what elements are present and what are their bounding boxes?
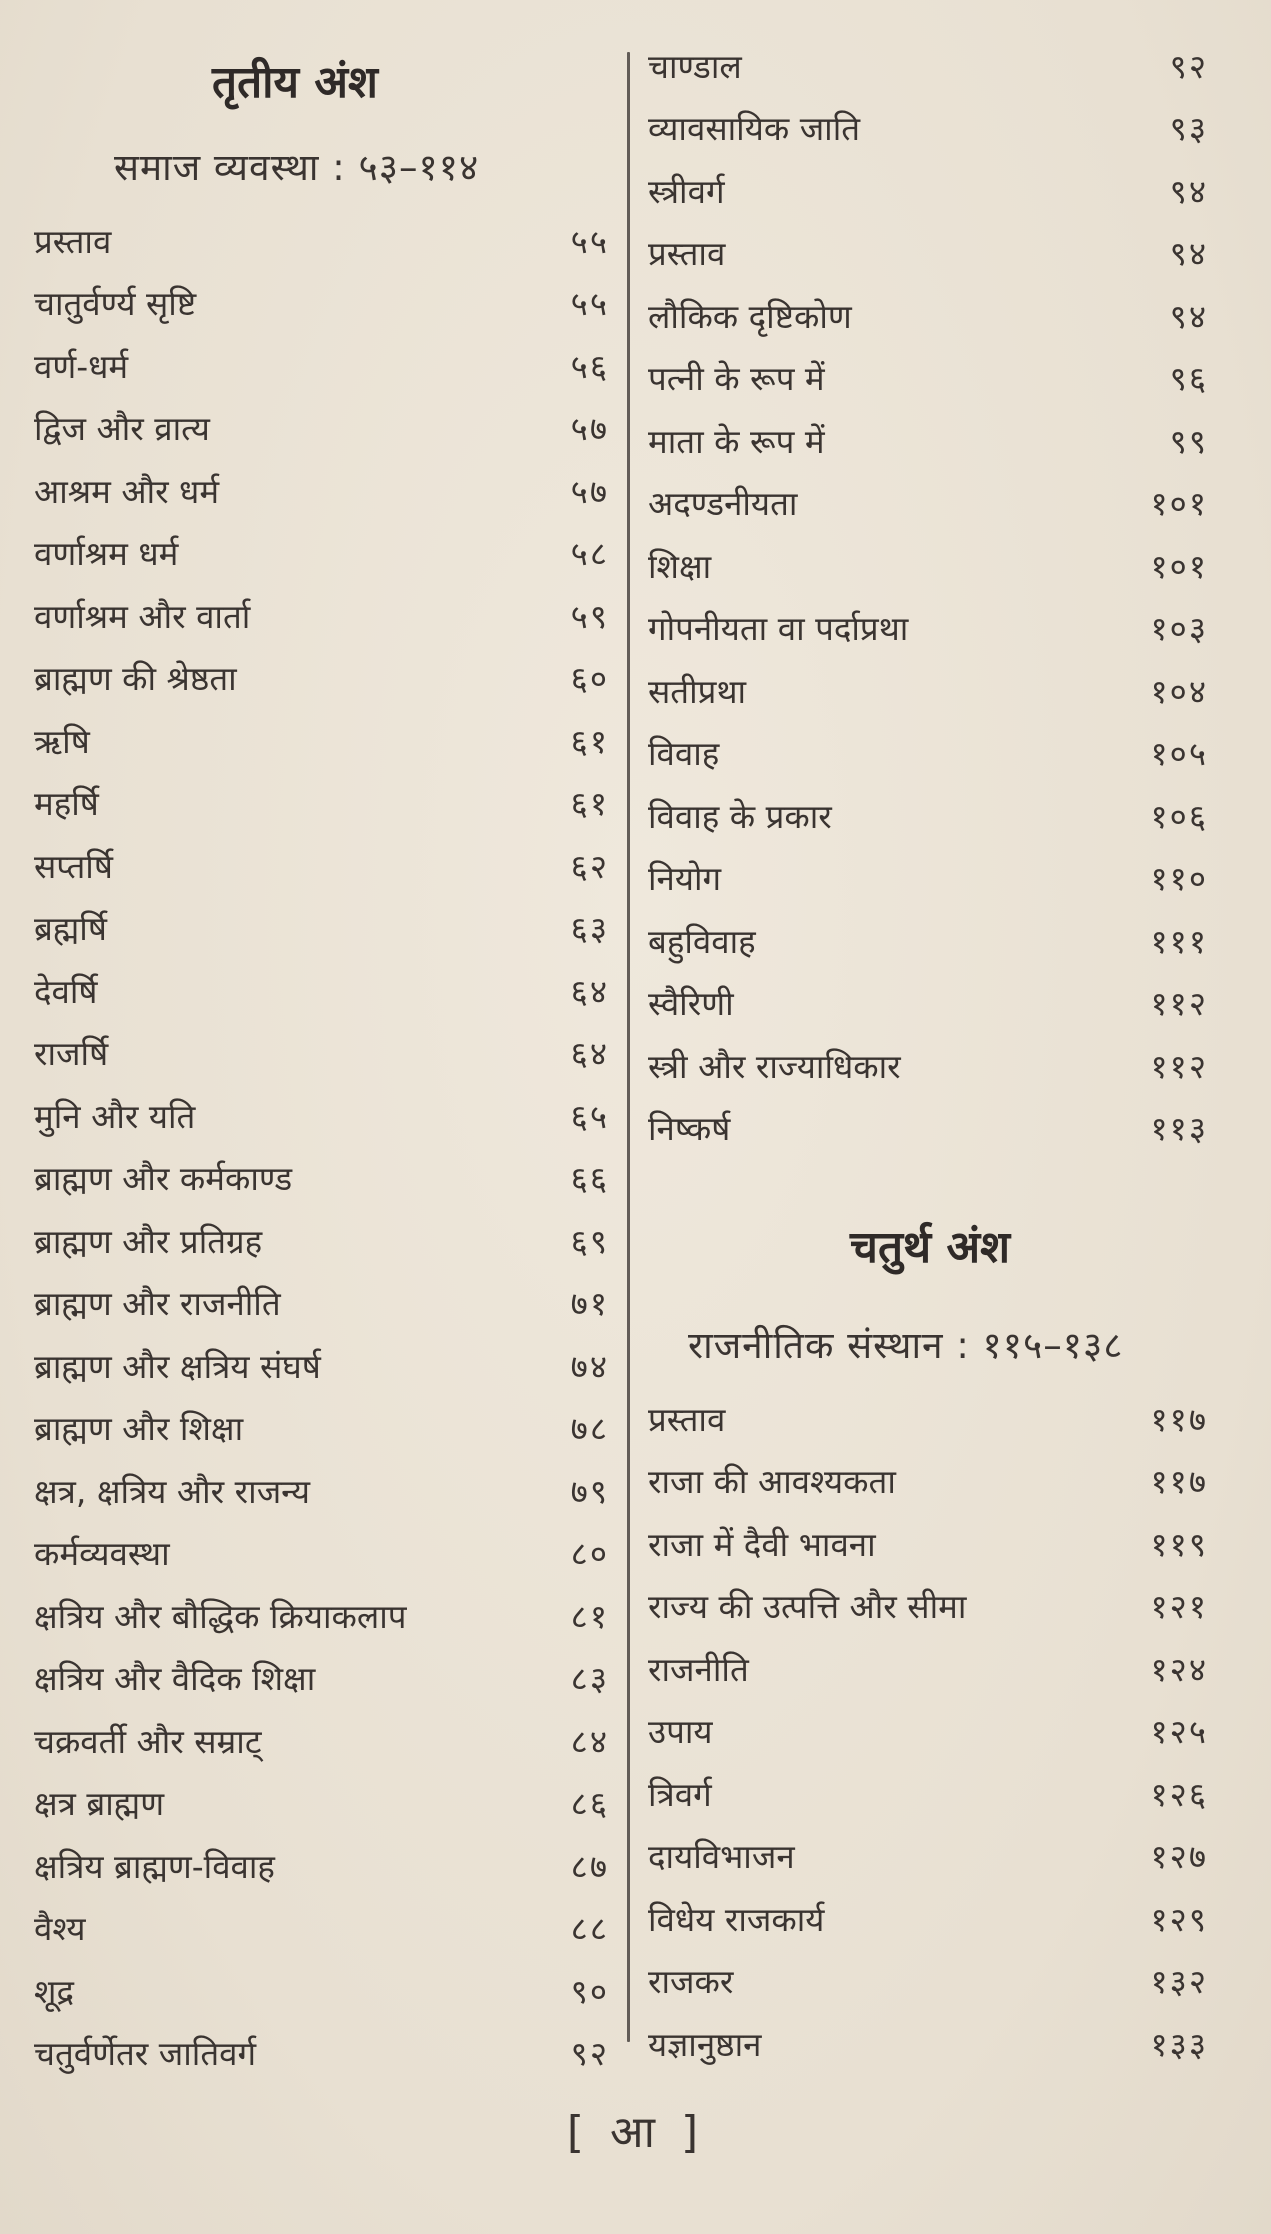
toc-entry xyxy=(34,403,609,453)
toc-entry xyxy=(648,1103,1208,1153)
toc-entry xyxy=(648,290,1208,340)
toc-entry-title: ऋषि xyxy=(34,721,90,761)
toc-entry xyxy=(648,1768,1208,1818)
page-marker: [ आ ] xyxy=(566,2107,705,2158)
toc-entry-page: ८४ xyxy=(570,1721,609,1761)
toc-entry-page: ९४ xyxy=(1169,234,1208,273)
toc-entry xyxy=(648,978,1208,1028)
toc-entry-page: १०१ xyxy=(1150,484,1208,523)
toc-entry xyxy=(34,1215,609,1265)
toc-entry xyxy=(648,228,1208,278)
toc-entry-title: क्षत्रिय और बौद्धिक क्रियाकलाप xyxy=(34,1596,407,1636)
toc-entry-page: १०३ xyxy=(1150,609,1208,648)
toc-entry-title: वर्ण-धर्म xyxy=(34,346,129,386)
toc-entry xyxy=(34,2028,609,2078)
toc-entry-page: ५७ xyxy=(570,409,609,448)
toc-entry xyxy=(648,165,1208,215)
toc-entry-title: ब्राह्मण और कर्मकाण्ड xyxy=(34,1159,293,1198)
toc-entry xyxy=(34,1028,609,1078)
toc-entry-page: ६१ xyxy=(570,784,609,823)
toc-entry-title: चातुर्वर्ण्य सृष्टि xyxy=(34,284,197,323)
toc-entry-page: ९० xyxy=(570,1971,609,2011)
toc-entry-title: मुनि और यति xyxy=(34,1096,196,1136)
toc-entry-title: प्रस्ताव xyxy=(648,1399,726,1439)
toc-entry-page: ८८ xyxy=(570,1909,609,1948)
toc-entry-title: कर्मव्यवस्था xyxy=(34,1534,170,1573)
toc-entry-title: माता के रूप में xyxy=(648,421,825,461)
toc-entry-title: ब्राह्मण और प्रतिग्रह xyxy=(34,1221,263,1261)
toc-entry-page: ११७ xyxy=(1150,1399,1208,1439)
toc-entry-title: दायविभाजन xyxy=(648,1837,795,1876)
toc-entry xyxy=(648,915,1208,965)
toc-entry-page: ५५ xyxy=(570,284,609,323)
toc-entry-page: ६२ xyxy=(570,846,609,886)
toc-entry xyxy=(34,1278,609,1328)
toc-entry-title: विवाह के प्रकार xyxy=(648,796,832,836)
toc-entry xyxy=(648,1581,1208,1631)
toc-entry xyxy=(34,1090,609,1140)
toc-entry-page: १११ xyxy=(1150,921,1208,961)
toc-entry-title: बहुविवाह xyxy=(648,921,756,961)
toc-entry xyxy=(34,1528,609,1578)
toc-entry-page: ११९ xyxy=(1150,1524,1208,1564)
section-title-political: राजनीतिक संस्थान : ११५–१३८ xyxy=(688,1324,1124,1367)
toc-entry-page: ६० xyxy=(570,659,609,698)
toc-entry-title: यज्ञानुष्ठान xyxy=(648,2024,762,2064)
toc-entry-page: ५९ xyxy=(570,596,609,636)
toc-entry xyxy=(34,590,609,640)
toc-entry-page: ७१ xyxy=(570,1284,609,1323)
toc-entry xyxy=(648,1393,1208,1443)
toc-entry-page: १२५ xyxy=(1150,1712,1208,1751)
toc-entry xyxy=(34,528,609,578)
toc-entry-title: क्षत्रिय ब्राह्मण-विवाह xyxy=(34,1846,275,1886)
toc-entry xyxy=(34,215,609,265)
toc-entry xyxy=(34,653,609,703)
toc-entry-page: ९३ xyxy=(1169,109,1208,148)
toc-entry-page: ६४ xyxy=(570,1034,609,1073)
toc-entry xyxy=(648,1831,1208,1881)
toc-entry xyxy=(34,1590,609,1640)
toc-entry-page: ७८ xyxy=(570,1409,609,1448)
toc-entry-title: आश्रम और धर्म xyxy=(34,471,220,511)
toc-entry-title: ब्रह्मर्षि xyxy=(34,909,107,948)
toc-entry-title: गोपनीयता वा पर्दाप्रथा xyxy=(648,609,909,648)
toc-entry xyxy=(34,340,609,390)
toc-entry xyxy=(648,40,1208,90)
toc-entry-page: १२४ xyxy=(1150,1649,1208,1689)
toc-entry-page: ६४ xyxy=(570,971,609,1011)
toc-entry-page: ८३ xyxy=(570,1659,609,1698)
toc-entry xyxy=(648,2018,1208,2068)
toc-entry xyxy=(648,853,1208,903)
toc-entry xyxy=(648,603,1208,653)
toc-entry-title: वर्णाश्रम और वार्ता xyxy=(34,596,251,636)
toc-entry-title: ब्राह्मण और राजनीति xyxy=(34,1284,281,1323)
toc-entry-title: चक्रवर्ती और सम्राट् xyxy=(34,1721,262,1761)
toc-entry-page: १२७ xyxy=(1150,1837,1208,1876)
toc-entry-title: पत्नी के रूप में xyxy=(648,359,825,398)
toc-entry-page: ९९ xyxy=(1169,421,1208,461)
toc-entry xyxy=(648,1893,1208,1943)
toc-entry-page: ९४ xyxy=(1169,171,1208,211)
toc-entry xyxy=(34,840,609,890)
toc-entry-page: ६९ xyxy=(570,1221,609,1261)
toc-entry-title: द्विज और व्रात्य xyxy=(34,409,210,448)
toc-entry-page: ६१ xyxy=(570,721,609,761)
toc-entry-title: ब्राह्मण और शिक्षा xyxy=(34,1409,244,1448)
toc-entry-title: स्त्रीवर्ग xyxy=(648,171,725,211)
toc-entry xyxy=(34,1778,609,1828)
toc-entry-page: १३३ xyxy=(1150,2024,1208,2064)
toc-entry-page: ९४ xyxy=(1169,296,1208,336)
section-title-society: समाज व्यवस्था : ५३–११४ xyxy=(114,146,480,189)
toc-entry xyxy=(34,903,609,953)
toc-entry-page: ११७ xyxy=(1150,1462,1208,1501)
toc-entry xyxy=(648,1956,1208,2006)
toc-entry xyxy=(34,1403,609,1453)
toc-entry xyxy=(648,478,1208,528)
toc-entry-page: ९२ xyxy=(1169,46,1208,86)
toc-entry xyxy=(648,353,1208,403)
part-title-fourth: चतुर्थ अंश xyxy=(850,1222,1010,1273)
part-title-third: तृतीय अंश xyxy=(212,57,378,108)
toc-entry xyxy=(34,1715,609,1765)
toc-entry-title: चतुर्वर्णेतर जातिवर्ग xyxy=(34,2034,257,2073)
toc-entry-title: लौकिक दृष्टिकोण xyxy=(648,296,852,336)
toc-entry xyxy=(34,1653,609,1703)
toc-entry-page: ७९ xyxy=(570,1471,609,1511)
toc-entry xyxy=(648,1040,1208,1090)
toc-entry-title: राजकर xyxy=(648,1962,734,2001)
toc-entry-page: ९६ xyxy=(1169,359,1208,398)
toc-entry-title: अदण्डनीयता xyxy=(648,484,798,523)
toc-entry xyxy=(648,665,1208,715)
toc-entry-title: निष्कर्ष xyxy=(648,1109,731,1148)
toc-entry xyxy=(648,103,1208,153)
toc-entry-page: ८१ xyxy=(570,1596,609,1636)
toc-entry-title: क्षत्र ब्राह्मण xyxy=(34,1784,165,1823)
toc-entry xyxy=(648,1706,1208,1756)
toc-entry xyxy=(34,1840,609,1890)
toc-entry-title: ब्राह्मण और क्षत्रिय संघर्ष xyxy=(34,1346,321,1386)
toc-entry-page: ६३ xyxy=(570,909,609,948)
toc-entry-page: ११२ xyxy=(1150,984,1208,1023)
toc-entry-page: १०५ xyxy=(1150,734,1208,773)
toc-entry-title: उपाय xyxy=(648,1712,713,1751)
toc-entry xyxy=(34,278,609,328)
toc-entry xyxy=(34,1153,609,1203)
toc-entry-title: विधेय राजकार्य xyxy=(648,1899,825,1939)
toc-entry-title: राजनीति xyxy=(648,1649,749,1689)
toc-entry-title: क्षत्र, क्षत्रिय और राजन्य xyxy=(34,1471,311,1511)
toc-entry xyxy=(648,1518,1208,1568)
toc-entry xyxy=(648,1456,1208,1506)
toc-entry-title: सप्तर्षि xyxy=(34,846,113,886)
toc-entry-title: ब्राह्मण की श्रेष्ठता xyxy=(34,659,237,698)
toc-entry-title: प्रस्ताव xyxy=(34,221,112,261)
toc-entry xyxy=(34,1340,609,1390)
toc-entry-title: व्यावसायिक जाति xyxy=(648,109,861,148)
toc-entry xyxy=(648,415,1208,465)
toc-entry xyxy=(648,790,1208,840)
toc-entry-page: १२९ xyxy=(1150,1899,1208,1939)
toc-entry-title: स्वैरिणी xyxy=(648,984,734,1023)
toc-entry-page: १२६ xyxy=(1150,1774,1208,1814)
toc-entry-title: वैश्य xyxy=(34,1909,86,1948)
toc-entry xyxy=(34,715,609,765)
toc-entry-page: ५७ xyxy=(570,471,609,511)
toc-entry-page: ५८ xyxy=(570,534,609,573)
toc-entry-title: प्रस्ताव xyxy=(648,234,726,273)
toc-entry-title: राजर्षि xyxy=(34,1034,109,1073)
toc-entry xyxy=(34,465,609,515)
toc-entry-title: वर्णाश्रम धर्म xyxy=(34,534,179,573)
toc-entry xyxy=(34,1465,609,1515)
toc-entry xyxy=(648,540,1208,590)
toc-entry-title: राज्य की उत्पत्ति और सीमा xyxy=(648,1587,967,1626)
toc-entry-title: राजा की आवश्यकता xyxy=(648,1462,896,1501)
toc-entry xyxy=(34,1903,609,1953)
toc-entry-title: महर्षि xyxy=(34,784,99,823)
toc-entry-page: १३२ xyxy=(1150,1962,1208,2001)
toc-entry-title: स्त्री और राज्याधिकार xyxy=(648,1046,901,1086)
toc-entry-page: १०४ xyxy=(1150,671,1208,711)
toc-entry-page: ९२ xyxy=(570,2034,609,2073)
toc-entry-page: ११२ xyxy=(1150,1046,1208,1086)
toc-entry-title: शिक्षा xyxy=(648,546,712,586)
toc-entry-page: ६६ xyxy=(570,1159,609,1198)
toc-entry-page: ८६ xyxy=(570,1784,609,1823)
toc-entry-page: ११३ xyxy=(1150,1109,1208,1148)
toc-entry-page: ७४ xyxy=(570,1346,609,1386)
toc-entry-title: शूद्र xyxy=(34,1971,74,2011)
toc-entry-page: ६५ xyxy=(570,1096,609,1136)
toc-entry-title: राजा में दैवी भावना xyxy=(648,1524,876,1564)
toc-entry-page: १२१ xyxy=(1150,1587,1208,1626)
toc-entry-title: नियोग xyxy=(648,859,722,898)
toc-entry-title: सतीप्रथा xyxy=(648,671,747,711)
toc-entry-page: १०१ xyxy=(1150,546,1208,586)
toc-entry-page: १०६ xyxy=(1150,796,1208,836)
toc-entry-title: चाण्डाल xyxy=(648,46,742,86)
column-divider xyxy=(627,52,630,2042)
toc-entry-title: विवाह xyxy=(648,734,720,773)
toc-entry xyxy=(648,1643,1208,1693)
toc-entry-title: क्षत्रिय और वैदिक शिक्षा xyxy=(34,1659,316,1698)
toc-entry xyxy=(34,778,609,828)
toc-entry-page: ५५ xyxy=(570,221,609,261)
toc-entry-page: ८० xyxy=(570,1534,609,1573)
toc-entry-page: ८७ xyxy=(570,1846,609,1886)
toc-entry-page: ५६ xyxy=(570,346,609,386)
toc-entry xyxy=(34,965,609,1015)
toc-entry xyxy=(648,728,1208,778)
toc-entry-title: त्रिवर्ग xyxy=(648,1774,712,1814)
toc-entry-title: देवर्षि xyxy=(34,971,98,1011)
toc-entry xyxy=(34,1965,609,2015)
toc-entry-page: ११० xyxy=(1150,859,1208,898)
